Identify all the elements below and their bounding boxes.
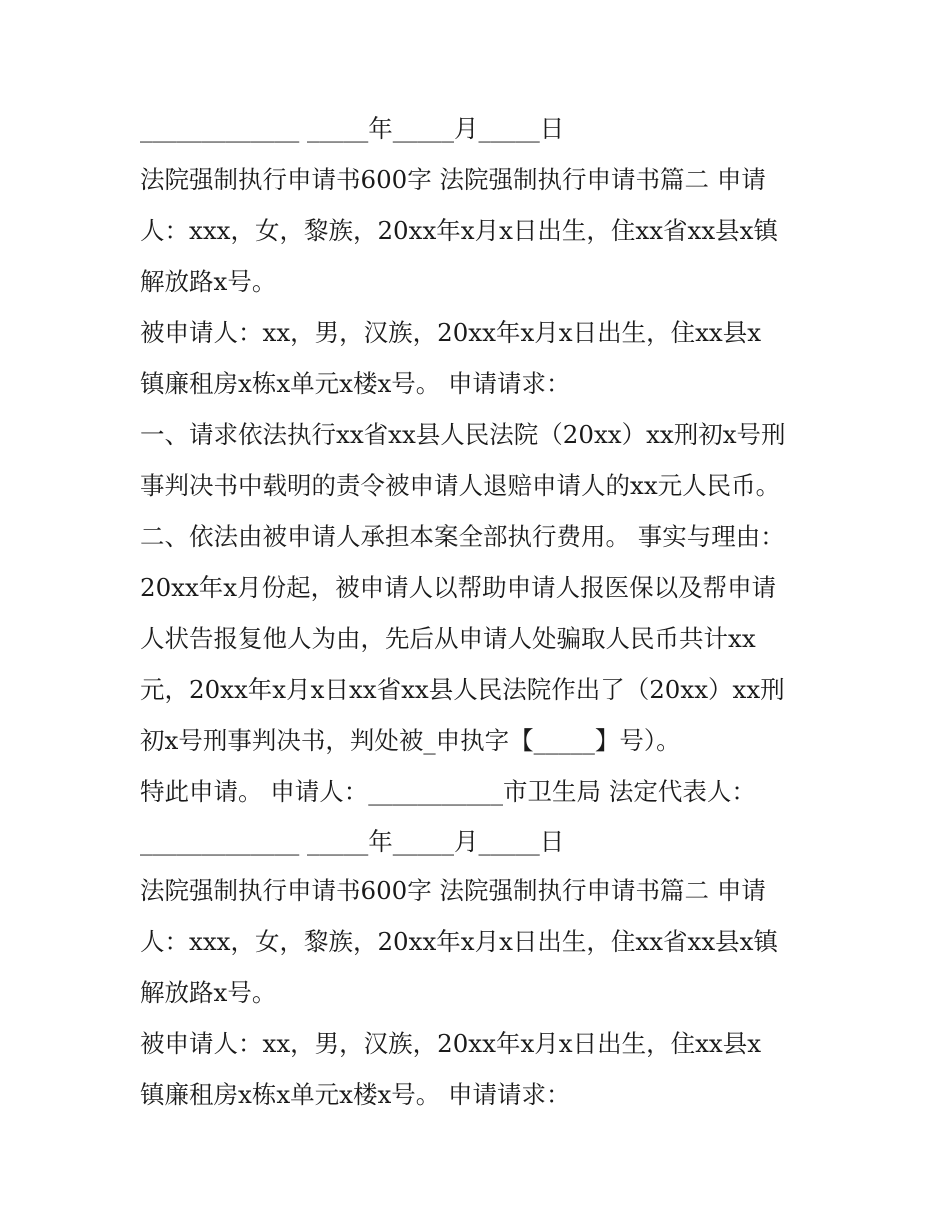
text-line: 解放路x号。	[140, 267, 277, 296]
date-signature-line: _____________ _____年_____月_____日	[140, 114, 565, 143]
text-line: 镇廉租房x栋x单元x楼x号。 申请请求：	[140, 369, 571, 398]
text-line: 20xx年x月份起，被申请人以帮助申请人报医保以及帮申请	[140, 573, 777, 602]
text-line: 法院强制执行申请书600字 法院强制执行申请书篇二 申请	[140, 165, 766, 194]
text-line: 事判决书中载明的责令被申请人退赔申请人的xx元人民币。	[140, 471, 781, 500]
text-line: 特此申请。 申请人：___________市卫生局 法定代表人：	[140, 777, 756, 806]
text-line: 元，20xx年x月x日xx省xx县人民法院作出了（20xx）xx刑	[140, 675, 785, 704]
text-line: 解放路x号。	[140, 978, 277, 1007]
text-line: 人状告报复他人为由，先后从申请人处骗取人民币共计xx	[140, 624, 756, 653]
text-line: 一、请求依法执行xx省xx县人民法院（20xx）xx刑初x号刑	[140, 420, 786, 449]
text-line: 法院强制执行申请书600字 法院强制执行申请书篇二 申请	[140, 876, 766, 905]
date-signature-line: _____________ _____年_____月_____日	[140, 827, 565, 856]
text-line: 镇廉租房x栋x单元x楼x号。 申请请求：	[140, 1080, 571, 1109]
text-line: 被申请人：xx，男，汉族，20xx年x月x日出生，住xx县x	[140, 1029, 762, 1058]
text-line: 人：xxx，女，黎族，20xx年x月x日出生，住xx省xx县x镇	[140, 927, 778, 956]
text-line: 初x号刑事判决书，判处被_申执字【_____】号）。	[140, 726, 681, 755]
text-line: 人：xxx，女，黎族，20xx年x月x日出生，住xx省xx县x镇	[140, 216, 778, 245]
text-line: 二、依法由被申请人承担本案全部执行费用。 事实与理由：	[140, 522, 785, 551]
text-line: 被申请人：xx，男，汉族，20xx年x月x日出生，住xx县x	[140, 318, 762, 347]
